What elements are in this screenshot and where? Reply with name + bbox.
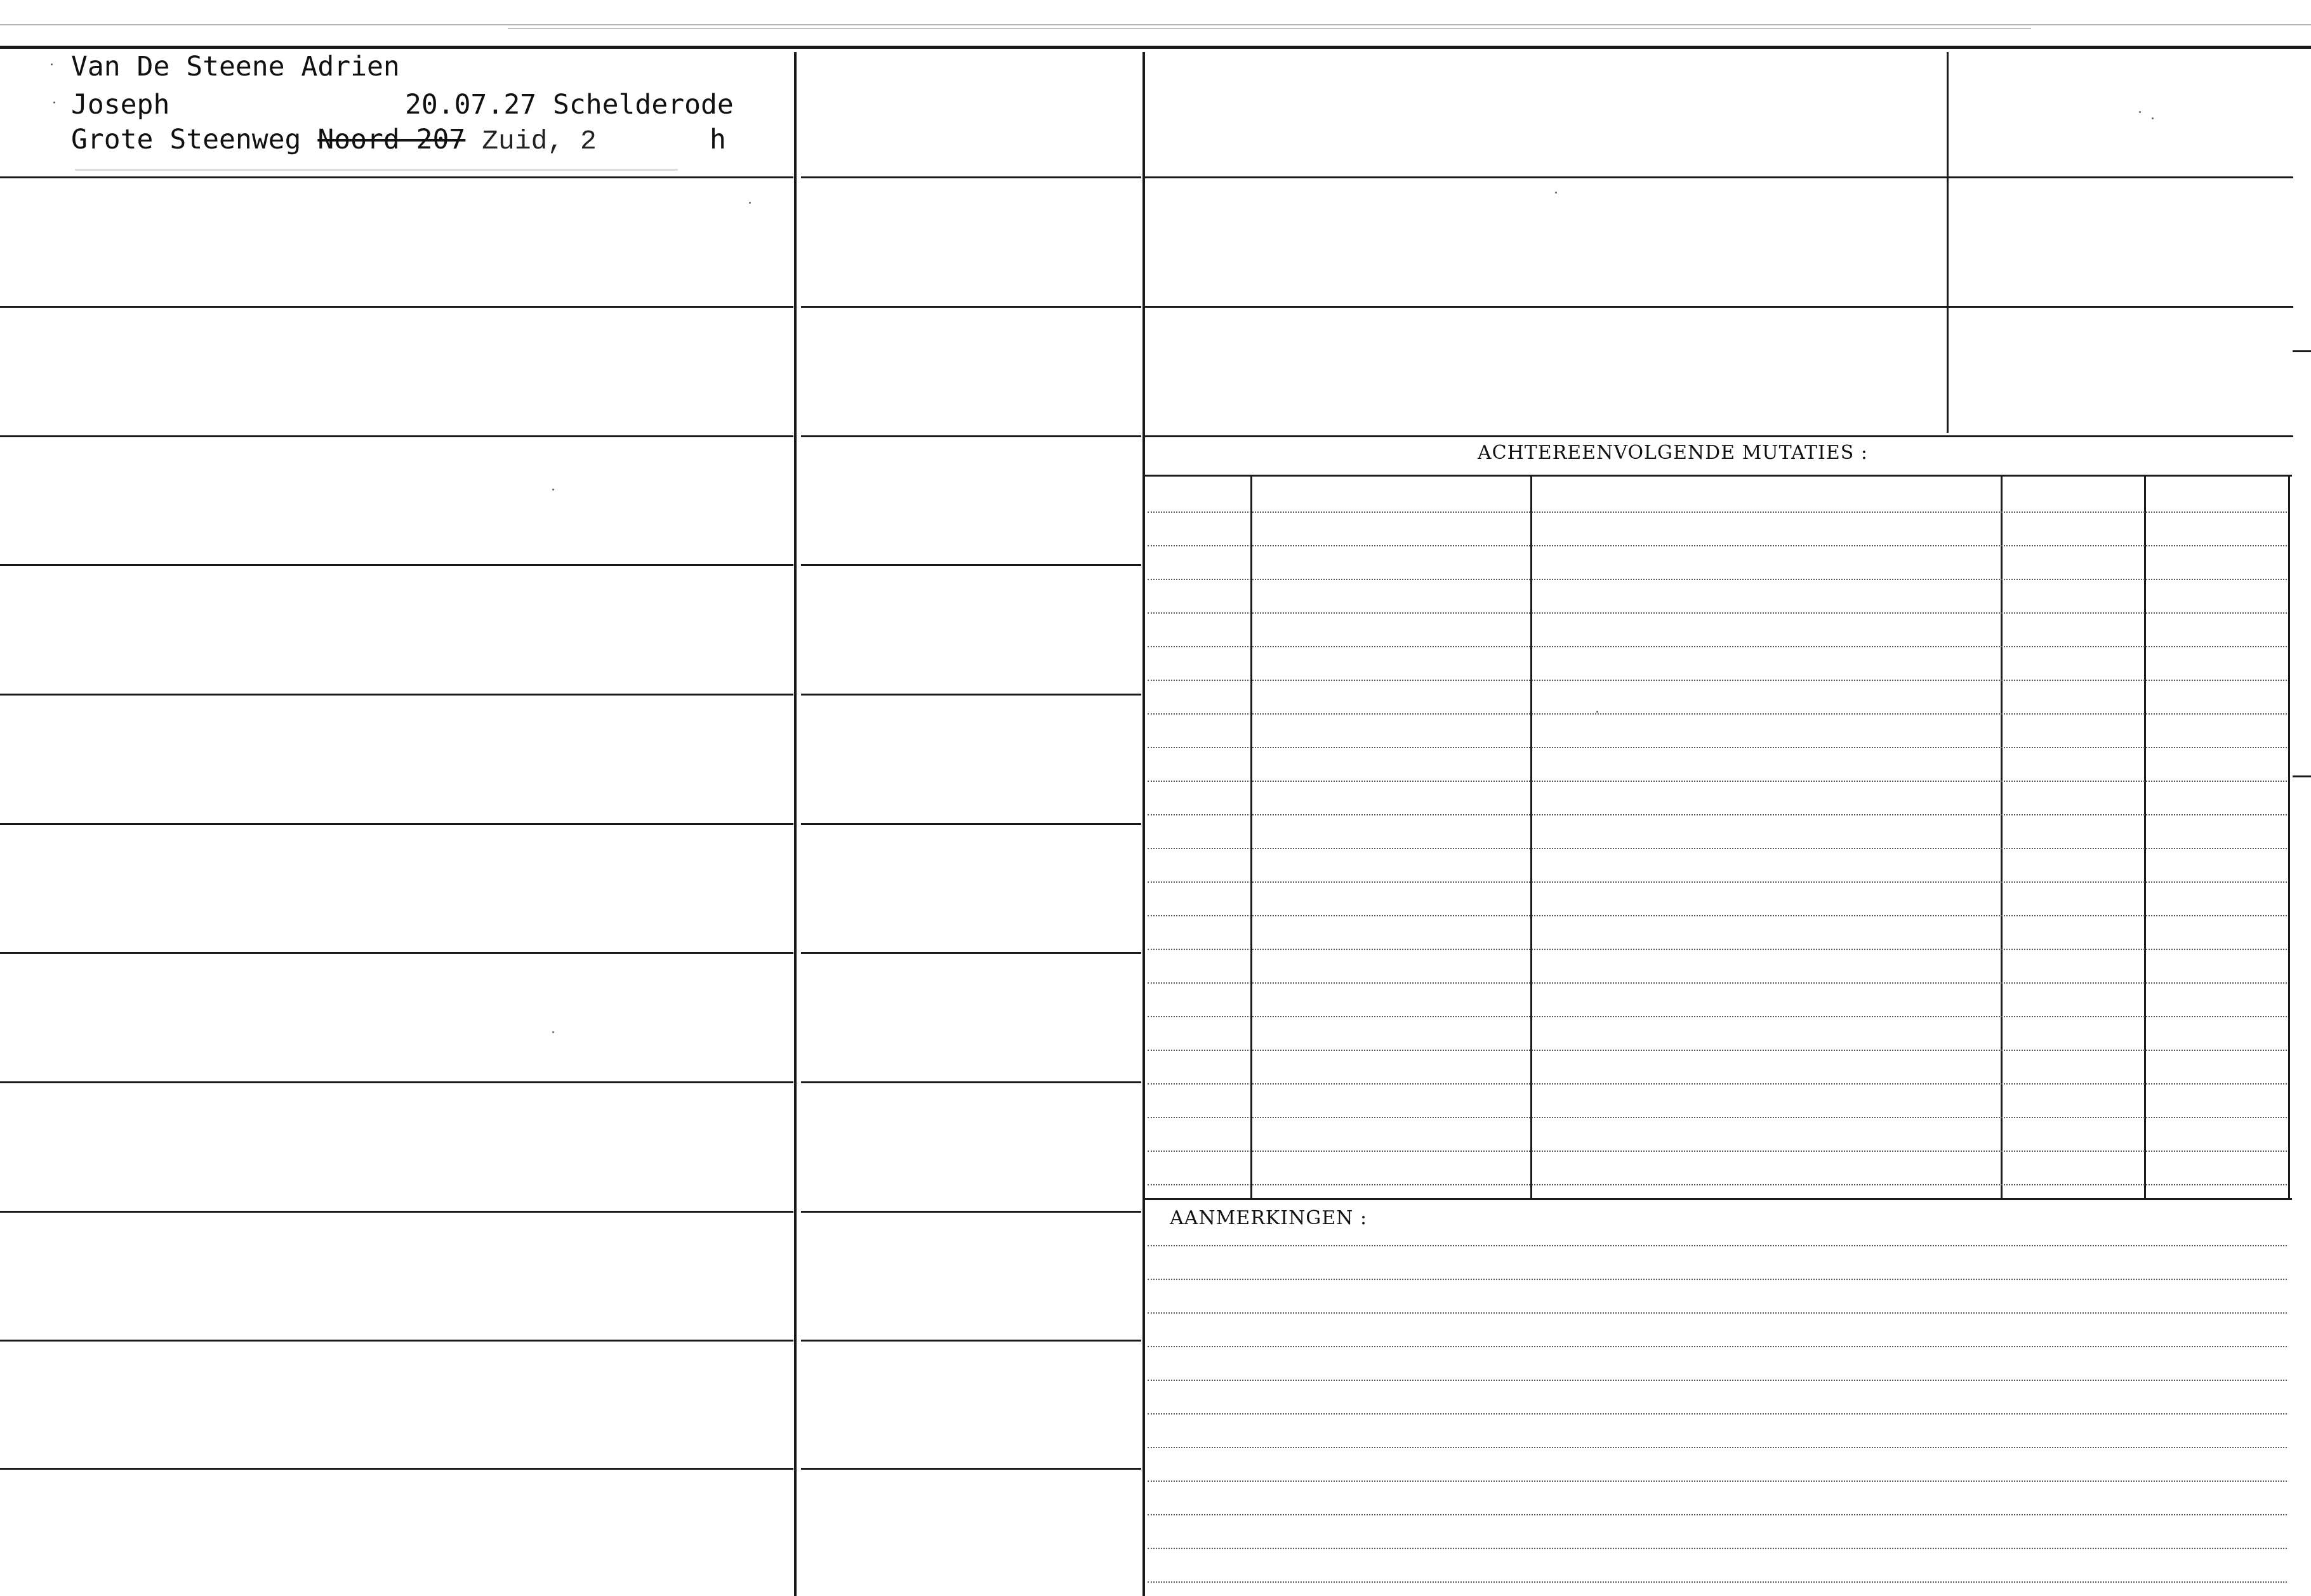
record-line-1 bbox=[71, 51, 400, 82]
left-row-line bbox=[0, 306, 793, 308]
left-row-line bbox=[0, 1340, 793, 1342]
record-given-name: Joseph bbox=[71, 89, 170, 121]
mid-row-line bbox=[801, 564, 1141, 566]
aanmerkingen-dotted-line bbox=[1148, 1380, 2287, 1381]
record-suffix: h bbox=[710, 124, 726, 155]
mutaties-header: ACHTEREENVOLGENDE MUTATIES : bbox=[1478, 442, 1868, 464]
scan-speck bbox=[749, 202, 751, 204]
mid-row-line bbox=[801, 1211, 1141, 1213]
mutaties-dotted-row bbox=[1148, 848, 2287, 849]
scan-speck bbox=[1555, 192, 1557, 194]
mutaties-col-line bbox=[2288, 476, 2290, 1199]
scan-edge-noise bbox=[0, 24, 2311, 25]
mutaties-dotted-row bbox=[1148, 612, 2287, 614]
right-upper-divider bbox=[1947, 52, 1949, 433]
record-line-2 bbox=[71, 89, 169, 121]
left-row-line bbox=[0, 823, 793, 825]
margin-tick bbox=[2293, 350, 2311, 352]
left-row-line bbox=[0, 694, 793, 696]
mutaties-dotted-row bbox=[1148, 814, 2287, 815]
aanmerkingen-dotted-line bbox=[1148, 1447, 2287, 1448]
record-street: Grote Steenweg bbox=[71, 124, 301, 155]
mutaties-dotted-row bbox=[1148, 949, 2287, 950]
mid-row-line bbox=[801, 306, 1141, 308]
left-row-line bbox=[0, 952, 793, 954]
record-birth-info: 20.07.27 Schelderode bbox=[405, 89, 734, 121]
aanmerkingen-dotted-line bbox=[1148, 1581, 2287, 1583]
top-border bbox=[0, 46, 2311, 49]
mutaties-col-line bbox=[2144, 476, 2146, 1199]
mutaties-dotted-row bbox=[1148, 1083, 2287, 1085]
record-name-surname: Van De Steene Adrien bbox=[71, 51, 400, 82]
mutaties-table-top bbox=[1144, 475, 2292, 477]
mid-row-line bbox=[801, 694, 1141, 696]
mid-row-line bbox=[801, 952, 1141, 954]
aanmerkingen-dotted-line bbox=[1148, 1346, 2287, 1347]
left-row-line bbox=[0, 176, 793, 178]
scan-edge-noise bbox=[508, 28, 2031, 29]
left-row-line bbox=[0, 1081, 793, 1083]
right-row-line bbox=[1144, 306, 2293, 308]
mid-row-line bbox=[801, 1340, 1141, 1342]
mutaties-dotted-row bbox=[1148, 713, 2287, 715]
aanmerkingen-dotted-line bbox=[1148, 1245, 2287, 1246]
mutaties-dotted-row bbox=[1148, 1117, 2287, 1118]
scan-speck bbox=[552, 489, 554, 491]
mutaties-dotted-row bbox=[1148, 1016, 2287, 1017]
mutaties-dotted-row bbox=[1148, 881, 2287, 883]
aanmerkingen-dotted-line bbox=[1148, 1279, 2287, 1280]
mutaties-dotted-row bbox=[1148, 680, 2287, 681]
mutaties-dotted-row bbox=[1148, 747, 2287, 748]
aanmerkingen-header: AANMERKINGEN : bbox=[1170, 1207, 1368, 1229]
mid-row-line bbox=[801, 823, 1141, 825]
mid-row-line bbox=[801, 176, 1141, 178]
mutaties-dotted-row bbox=[1148, 545, 2287, 546]
margin-tick bbox=[2293, 775, 2311, 777]
mutaties-dotted-row bbox=[1148, 1050, 2287, 1051]
aanmerkingen-dotted-line bbox=[1148, 1481, 2287, 1482]
mid-row-line bbox=[801, 1468, 1141, 1470]
scan-speck bbox=[1596, 711, 1598, 713]
middle-column-divider bbox=[1142, 52, 1145, 1596]
record-new-address: Zuid, 2 bbox=[482, 126, 597, 157]
aanmerkingen-dotted-line bbox=[1148, 1514, 2287, 1515]
record-struck-address: Noord 207 bbox=[317, 124, 466, 155]
left-row-line bbox=[0, 435, 793, 437]
aanmerkingen-dotted-line bbox=[1148, 1413, 2287, 1415]
mid-row-line bbox=[801, 435, 1141, 437]
left-row-line bbox=[0, 1211, 793, 1213]
mutaties-dotted-row bbox=[1148, 781, 2287, 782]
left-row-line bbox=[0, 1468, 793, 1470]
aanmerkingen-dotted-line bbox=[1148, 1312, 2287, 1314]
scan-speck bbox=[51, 63, 53, 65]
left-column-divider bbox=[794, 52, 797, 1596]
faint-text-remnant bbox=[75, 169, 678, 171]
mutaties-col-line bbox=[1250, 476, 1252, 1199]
mid-row-line bbox=[801, 1081, 1141, 1083]
mutaties-dotted-row bbox=[1148, 646, 2287, 647]
scan-speck bbox=[2139, 111, 2141, 113]
mutaties-dotted-row bbox=[1148, 1184, 2287, 1185]
aanmerkingen-dotted-line bbox=[1148, 1548, 2287, 1549]
mutaties-dotted-row bbox=[1148, 915, 2287, 916]
right-row-line bbox=[1144, 176, 2293, 178]
mutaties-dotted-row bbox=[1148, 579, 2287, 580]
left-row-line bbox=[0, 564, 793, 566]
record-line-3 bbox=[71, 124, 597, 157]
mutaties-col-line bbox=[1530, 476, 1532, 1199]
mutaties-dotted-row bbox=[1148, 1151, 2287, 1152]
mutaties-dotted-row bbox=[1148, 511, 2287, 513]
scan-speck bbox=[53, 102, 55, 103]
right-row-line bbox=[1144, 435, 2293, 437]
mutaties-dotted-row bbox=[1148, 982, 2287, 984]
scan-speck bbox=[2152, 117, 2154, 119]
mutaties-col-line bbox=[2001, 476, 2003, 1199]
mutaties-table-bottom bbox=[1144, 1198, 2292, 1200]
scan-speck bbox=[552, 1031, 554, 1033]
